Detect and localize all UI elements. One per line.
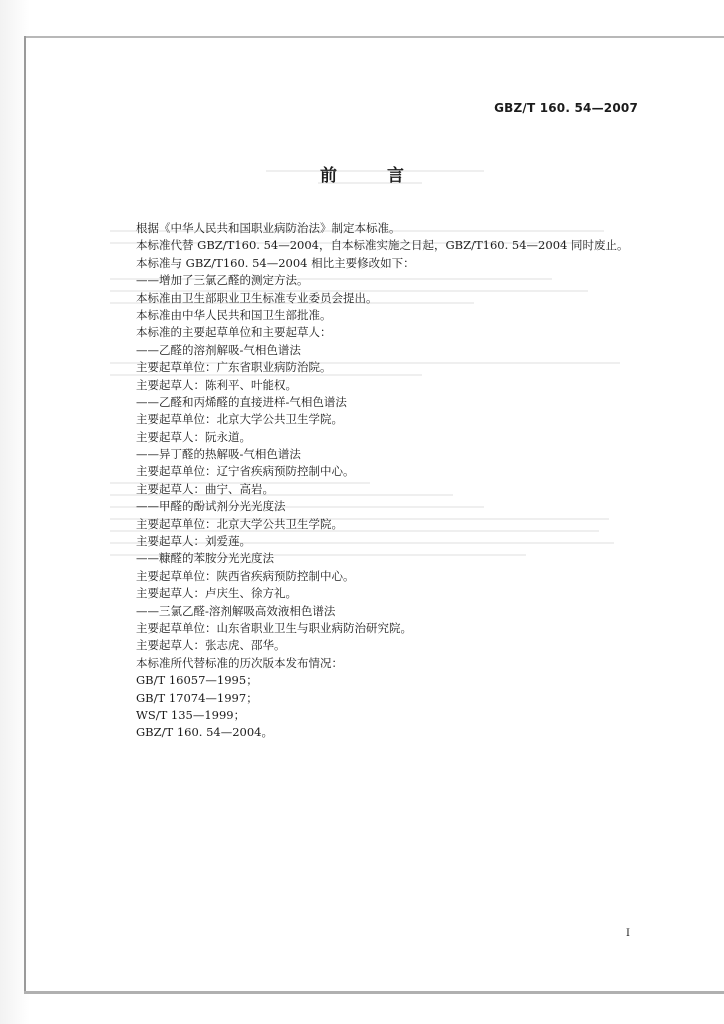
text-line: 根据《中华人民共和国职业病防治法》制定本标准。: [136, 221, 401, 235]
text-line: GB/T 16057—1995；: [136, 673, 258, 688]
text-line: ——糠醛的苯胺分光光度法: [136, 551, 274, 566]
text-line: 主要起草人：刘爱莲。: [136, 534, 251, 549]
text-line: ——三氯乙醛-溶剂解吸高效液相色谱法: [136, 603, 336, 618]
text-line: WS/T 135—1999；: [136, 707, 246, 722]
text-line: ——异丁醛的热解吸-气相色谱法: [136, 447, 301, 462]
text-line: 主要起草人：阮永道。: [136, 429, 251, 444]
text-line: 主要起草人：曲宁、高岩。: [136, 481, 274, 496]
text-line: ——甲醛的酚试剂分光光度法: [136, 499, 286, 514]
text-line: 主要起草单位：陕西省疾病预防控制中心。: [136, 568, 355, 583]
text-line: ——乙醛和丙烯醛的直接进样-气相色谱法: [136, 394, 347, 409]
text-line: GB/T 17074—1997；: [136, 690, 258, 705]
text-line: 本标准的主要起草单位和主要起草人：: [136, 325, 332, 340]
text-line: 本标准代替 GBZ/T160. 54—2004，自本标准实施之日起，GBZ/T160. 54—2004 同时废止。: [136, 238, 629, 253]
text-line: 本标准由卫生部职业卫生标准专业委员会提出。: [136, 290, 378, 305]
text-line: ——增加了三氯乙醛的测定方法。: [136, 273, 309, 288]
page-title: 前 言: [320, 166, 426, 186]
foreword-body: [136, 220, 636, 742]
text-line: 主要起草人：张志虎、邵华。: [136, 638, 286, 653]
text-line: 本标准由中华人民共和国卫生部批准。: [136, 307, 332, 322]
text-line: 主要起草人：陈利平、叶能权。: [136, 377, 297, 392]
page-number: I: [626, 928, 630, 939]
text-line: 主要起草单位：北京大学公共卫生学院。: [136, 516, 343, 531]
text-line: 主要起草单位：广东省职业病防治院。: [136, 360, 332, 375]
text-line: GBZ/T 160. 54—2004。: [136, 725, 273, 740]
text-line: 主要起草单位：北京大学公共卫生学院。: [136, 412, 343, 427]
text-line: 主要起草单位：辽宁省疾病预防控制中心。: [136, 464, 355, 479]
text-line: 本标准与 GBZ/T160. 54—2004 相比主要修改如下：: [136, 255, 415, 270]
text-line: 本标准所代替标准的历次版本发布情况：: [136, 655, 343, 670]
page-edge-top: [24, 36, 724, 38]
page-edge-bottom: [24, 991, 724, 994]
standard-number: GBZ/T 160. 54—2007: [494, 101, 638, 115]
text-line: 主要起草单位：山东省职业卫生与职业病防治研究院。: [136, 620, 412, 635]
text-line: 主要起草人：卢庆生、徐方礼。: [136, 586, 297, 601]
text-line: ——乙醛的溶剂解吸-气相色谱法: [136, 342, 301, 357]
